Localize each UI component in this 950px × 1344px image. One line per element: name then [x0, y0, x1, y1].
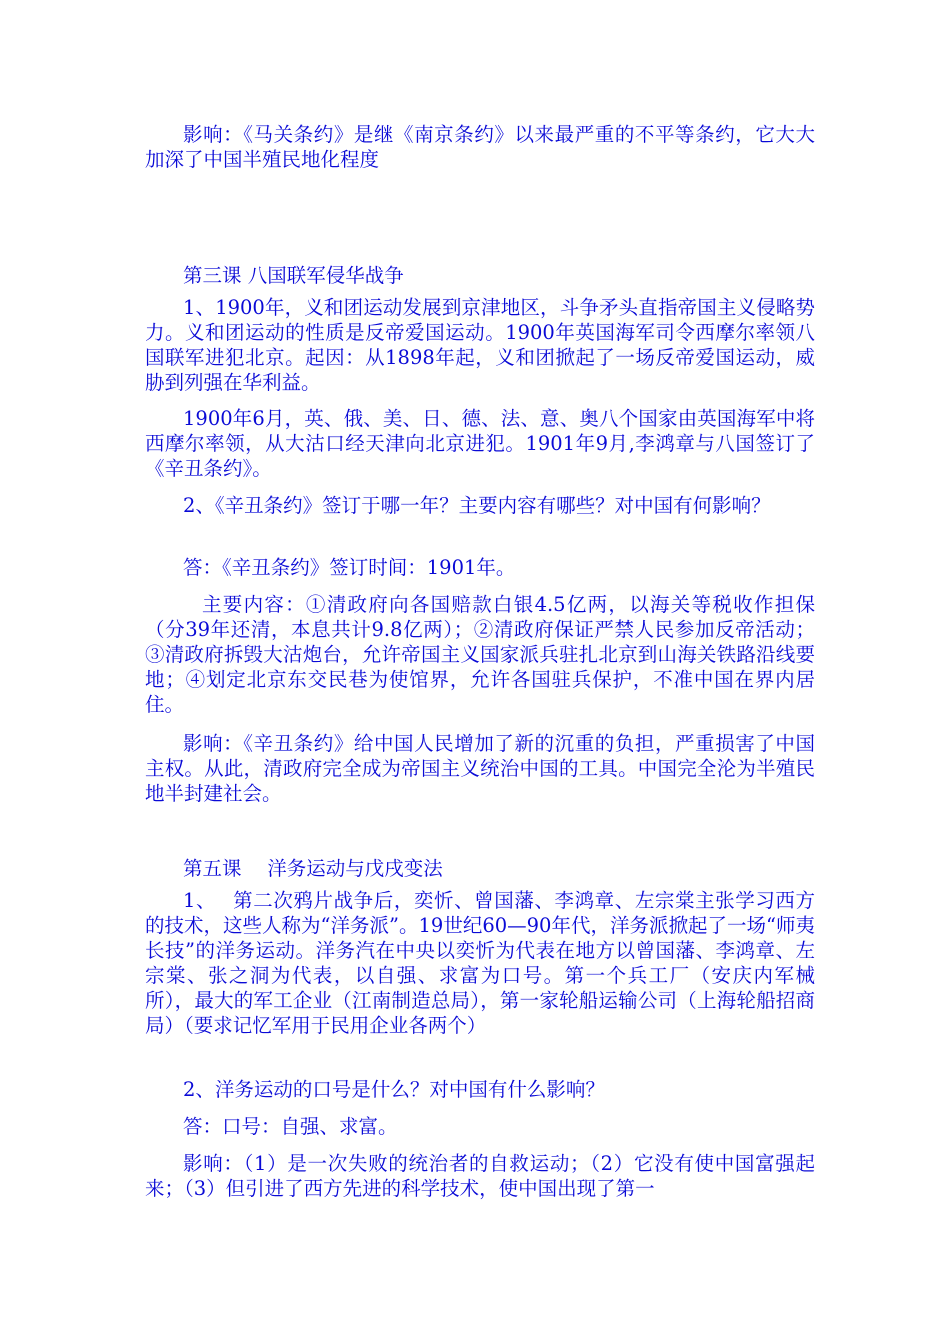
lesson-3-heading: 第三课 八国联军侵华战争: [183, 264, 404, 287]
question-westernization-slogan: 2、洋务运动的口号是什么？对中国有什么影响？: [183, 1078, 605, 1101]
question-boxer-protocol: 2、《辛丑条约》签订于哪一年？主要内容有哪些？对中国有何影响？: [183, 494, 771, 517]
lesson-5-heading: 第五课 洋务运动与戊戌变法: [183, 857, 443, 880]
answer-slogan: 答：口号：自强、求富。: [183, 1115, 398, 1138]
paragraph-eight-nation-invasion: 1900年6月，英、俄、美、日、德、法、意、奥八个国家由英国海军中将西摩尔率领，从大沽口经天津向北京进犯。1901年9月,李鸿章与八国签订了《辛丑条约》。: [145, 407, 815, 480]
paragraph-westernization-impact: 影响：（1）是一次失败的统治者的自救运动；（2）它没有使中国富强起来；（3）但引进了西方先进的科学技术，使中国出现了第一: [145, 1152, 815, 1200]
answer-signing-date: 答：《辛丑条约》签订时间：1901年。: [183, 556, 516, 579]
paragraph-protocol-impact: 影响：《辛丑条约》给中国人民增加了新的沉重的负担，严重损害了中国主权。从此，清政府完全成为帝国主义统治中国的工具。中国完全沦为半殖民地半封建社会。: [145, 732, 815, 805]
paragraph-boxer-movement: 1、1900年，义和团运动发展到京津地区，斗争矛头直指帝国主义侵略势力。义和团运动的性质是反帝爱国运动。1900年英国海军司令西摩尔率领八国联军进犯北京。起因：从1898年起，义和团掀起了一场反帝爱国运动，威胁到列强在华利益。: [145, 296, 815, 394]
paragraph-treaty-shimonoseki-impact: 影响：《马关条约》是继《南京条约》以来最严重的不平等条约，它大大加深了中国半殖民地化程度: [145, 123, 815, 171]
paragraph-protocol-contents: 主要内容：①清政府向各国赔款白银4.5亿两，以海关等税收作担保（分39年还清，本息共计9.8亿两）；②清政府保证严禁人民参加反帝活动；③清政府拆毁大沽炮台，允许帝国主义国家派兵驻扎北京到山海关铁路沿线要地；④划定北京东交民巷为使馆界，允许各国驻兵保护，不准中国在界内居住。: [145, 593, 815, 716]
paragraph-westernization-movement: 1、 第二次鸦片战争后，奕忻、曾国藩、李鸿章、左宗棠主张学习西方的技术，这些人称为“洋务派”。19世纪60—90年代，洋务派掀起了一场“师夷长技”的洋务运动。洋务汽在中央以奕忻为代表在地方以曾国藩、李鸿章、左宗棠、张之洞为代表，以自强、求富为口号。第一个兵工厂（安庆内军械所），最大的军工企业（江南制造总局），第一家轮船运输公司（上海轮船招商局）（要求记忆军用于民用企业各两个）: [145, 889, 815, 1037]
